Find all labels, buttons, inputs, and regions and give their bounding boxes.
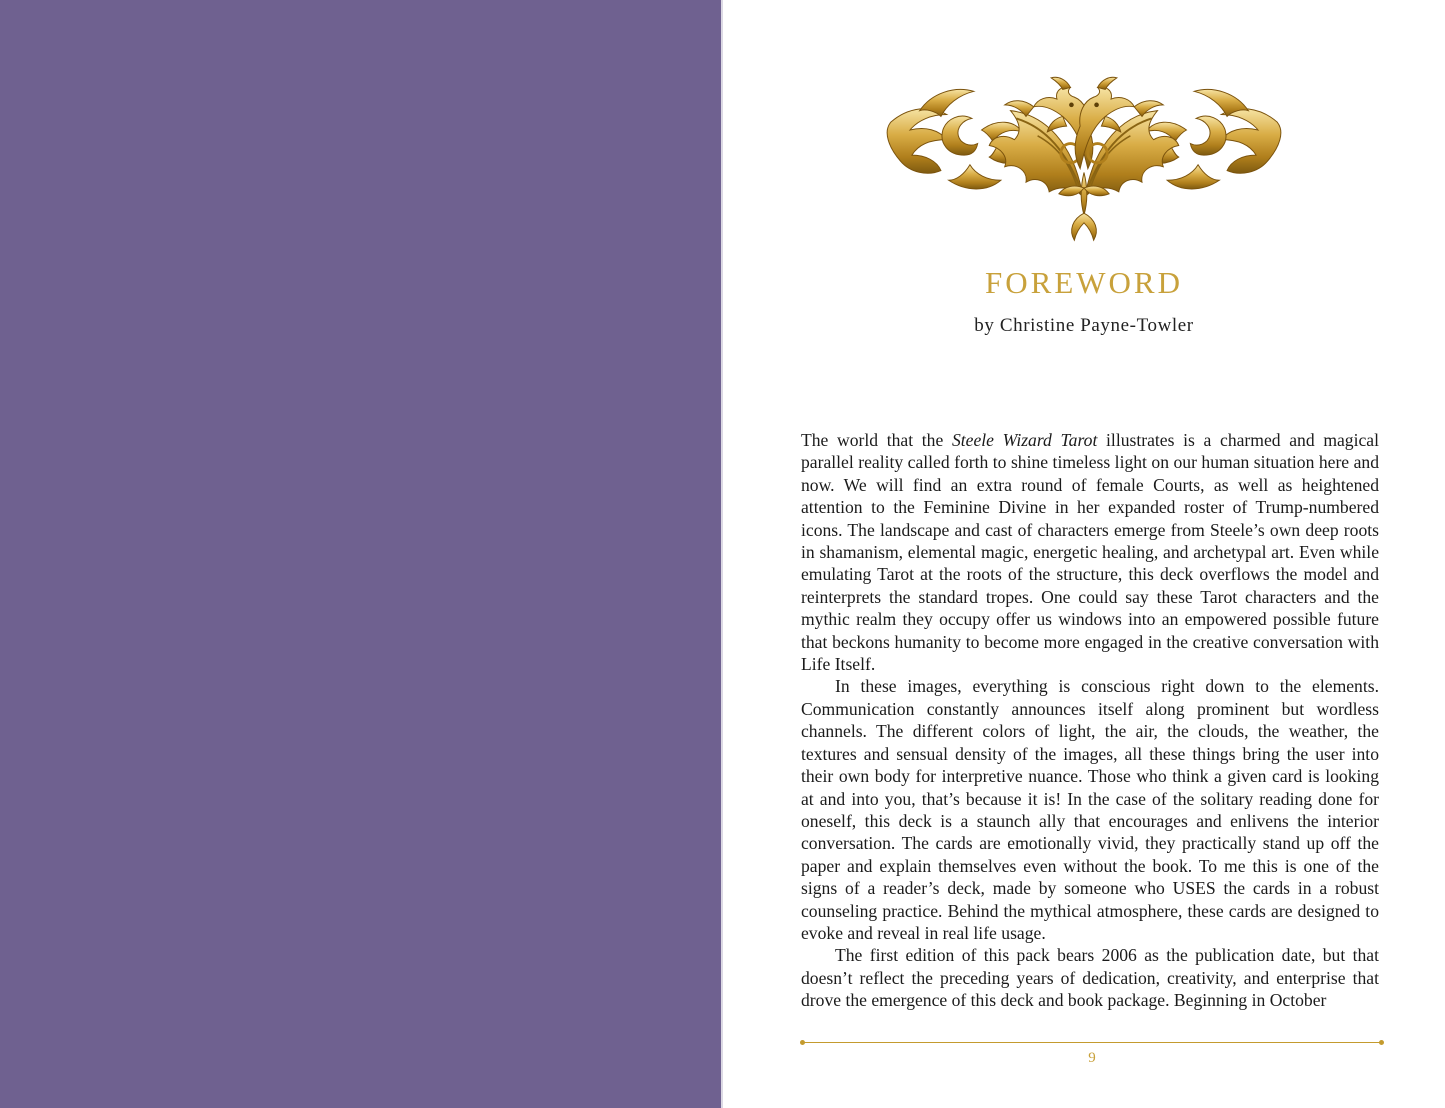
chapter-title: FOREWORD — [985, 265, 1183, 300]
paragraph-text: illustrates is a charmed and magical parallel reality called forth to shine timeless light on our human situation here and now. We will find an extra round of female Courts, as well as heightened attention to the Feminine Divine in her expanded roster of Trump-numbered icons. The landscape and cast of characters emerge from Steele’s own deep roots in shamanism, elemental magic, energetic healing, and archetypal art. Even while emulating Tarot at the roots of the structure, this deck overflows the model and reinterprets the standard tropes. One could say these Tarot characters and the mythic realm they occupy offer us windows into an empowered possible future that beckons humanity to become more engaged in the creative conversation with Life Itself. — [801, 430, 1380, 675]
paragraph-text: In these images, everything is conscious right down to the elements. Communication constantly announces itself along prominent but wordless channels. The different colors of light, the air, the clouds, the weather, the textures and sensual density of the images, all these things bring the user into their own body for interpretive nuance. Those who think a given card is looking at and into you, that’s because it is! In the case of the solitary reading done for oneself, this deck is a staunch ally that encourages and enlivens the interior conversation. The cards are emotionally vivid, they practically stand up off the paper and explain themselves even without the book. To me this is one of the signs of a reader’s deck, made by someone who USES the cards in a robust counseling practice. Behind the mythical atmosphere, these cards are designed to evoke and reveal in real life usage. — [801, 676, 1379, 943]
page-footer — [801, 1042, 1383, 1067]
book-page — [721, 0, 1445, 1108]
body-paragraph — [801, 944, 1379, 1011]
paragraph-text: The world that the — [801, 430, 952, 450]
body-paragraph — [801, 675, 1379, 944]
purple-cover-panel — [0, 0, 721, 1108]
paragraph-text: The first edition of this pack bears 2006 as the publication date, but that doesn’t reflect the preceding years of dedication, creativity, and enterprise that drove the emergence of this deck and book package. Beginning in October — [801, 945, 1379, 1011]
byline: by Christine Payne-Towler — [974, 315, 1194, 336]
twin-dragon-ornament-svg — [881, 72, 1287, 246]
deck-title-italic: Steele Wizard Tarot — [951, 430, 1098, 450]
page-number: 9 — [1088, 1050, 1096, 1066]
twin-dragon-ornament-icon — [881, 72, 1287, 246]
body-paragraph — [801, 429, 1379, 675]
rule-dot-left — [800, 1040, 805, 1045]
rule-dot-right — [1379, 1040, 1384, 1045]
footer-rule — [801, 1042, 1383, 1043]
body-text — [801, 429, 1379, 1012]
